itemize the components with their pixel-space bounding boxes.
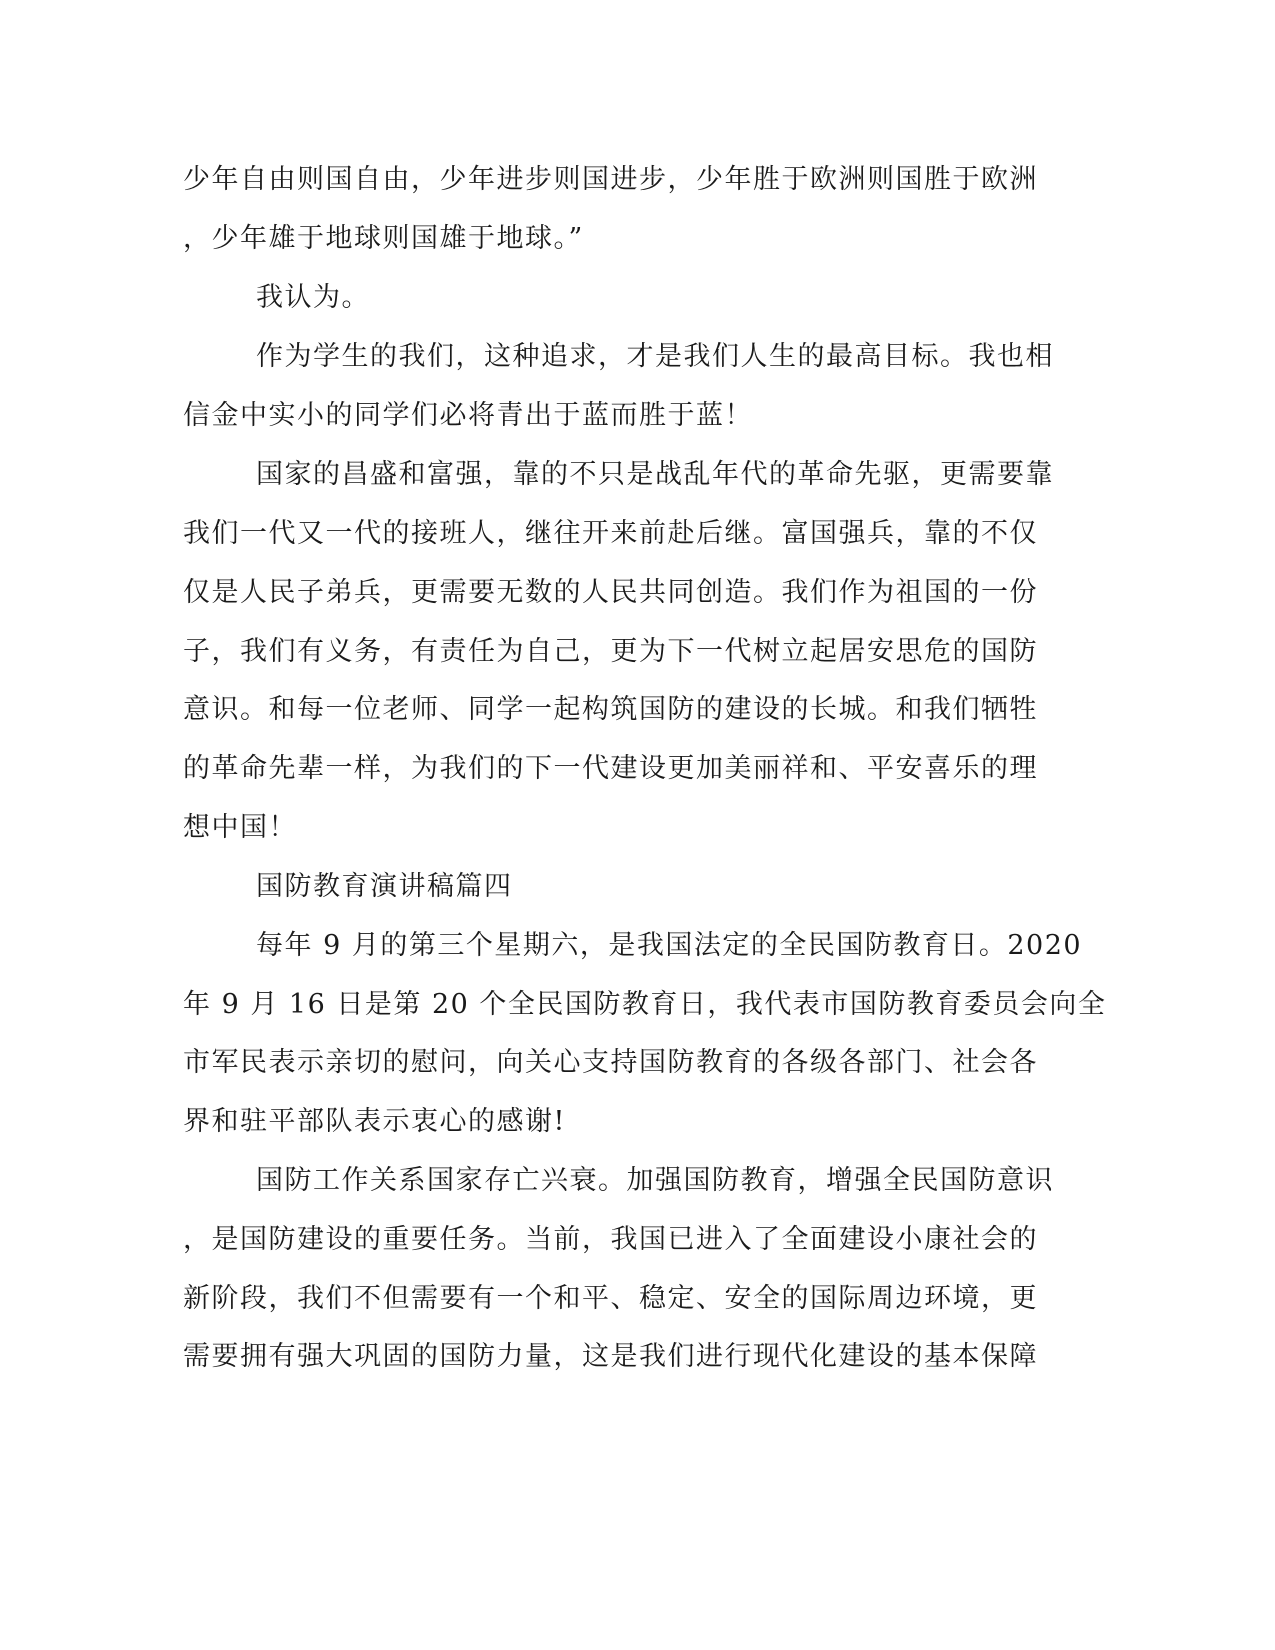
text-line: 国防工作关系国家存亡兴衰。加强国防教育，增强全民国防意识 bbox=[256, 1165, 1054, 1196]
text-line: 需要拥有强大巩固的国防力量，这是我们进行现代化建设的基本保障 bbox=[183, 1341, 1038, 1372]
text-line: 国家的昌盛和富强，靠的不只是战乱年代的革命先驱，更需要靠 bbox=[256, 459, 1054, 490]
text-line: 新阶段，我们不但需要有一个和平、稳定、安全的国际周边环境，更 bbox=[183, 1283, 1038, 1314]
text-line: 每年 9 月的第三个星期六，是我国法定的全民国防教育日。2020 bbox=[256, 930, 1083, 961]
text-line: 信金中实小的同学们必将青出于蓝而胜于蓝！ bbox=[183, 400, 753, 431]
text-line: ，少年雄于地球则国雄于地球。” bbox=[183, 223, 584, 254]
text-line: ，是国防建设的重要任务。当前，我国已进入了全面建设小康社会的 bbox=[183, 1224, 1038, 1255]
text-line: 作为学生的我们，这种追求，才是我们人生的最高目标。我也相 bbox=[256, 341, 1054, 372]
text-line: 我们一代又一代的接班人，继往开来前赴后继。富国强兵，靠的不仅 bbox=[183, 518, 1038, 549]
text-line: 少年自由则国自由，少年进步则国进步，少年胜于欧洲则国胜于欧洲 bbox=[183, 164, 1038, 195]
text-line: 的革命先辈一样，为我们的下一代建设更加美丽祥和、平安喜乐的理 bbox=[183, 753, 1038, 784]
text-line: 市军民表示亲切的慰问，向关心支持国防教育的各级各部门、社会各 bbox=[183, 1047, 1038, 1078]
text-line: 我认为。 bbox=[256, 282, 370, 313]
text-line: 子，我们有义务，有责任为自己，更为下一代树立起居安思危的国防 bbox=[183, 636, 1038, 667]
text-line: 仅是人民子弟兵，更需要无数的人民共同创造。我们作为祖国的一份 bbox=[183, 577, 1038, 608]
section-heading: 国防教育演讲稿篇四 bbox=[256, 871, 513, 902]
text-line: 年 9 月 16 日是第 20 个全民国防教育日，我代表市国防教育委员会向全 bbox=[183, 989, 1107, 1020]
text-line: 界和驻平部队表示衷心的感谢! bbox=[183, 1106, 566, 1137]
text-line: 意识。和每一位老师、同学一起构筑国防的建设的长城。和我们牺牲 bbox=[183, 694, 1038, 725]
text-line: 想中国！ bbox=[183, 812, 297, 843]
